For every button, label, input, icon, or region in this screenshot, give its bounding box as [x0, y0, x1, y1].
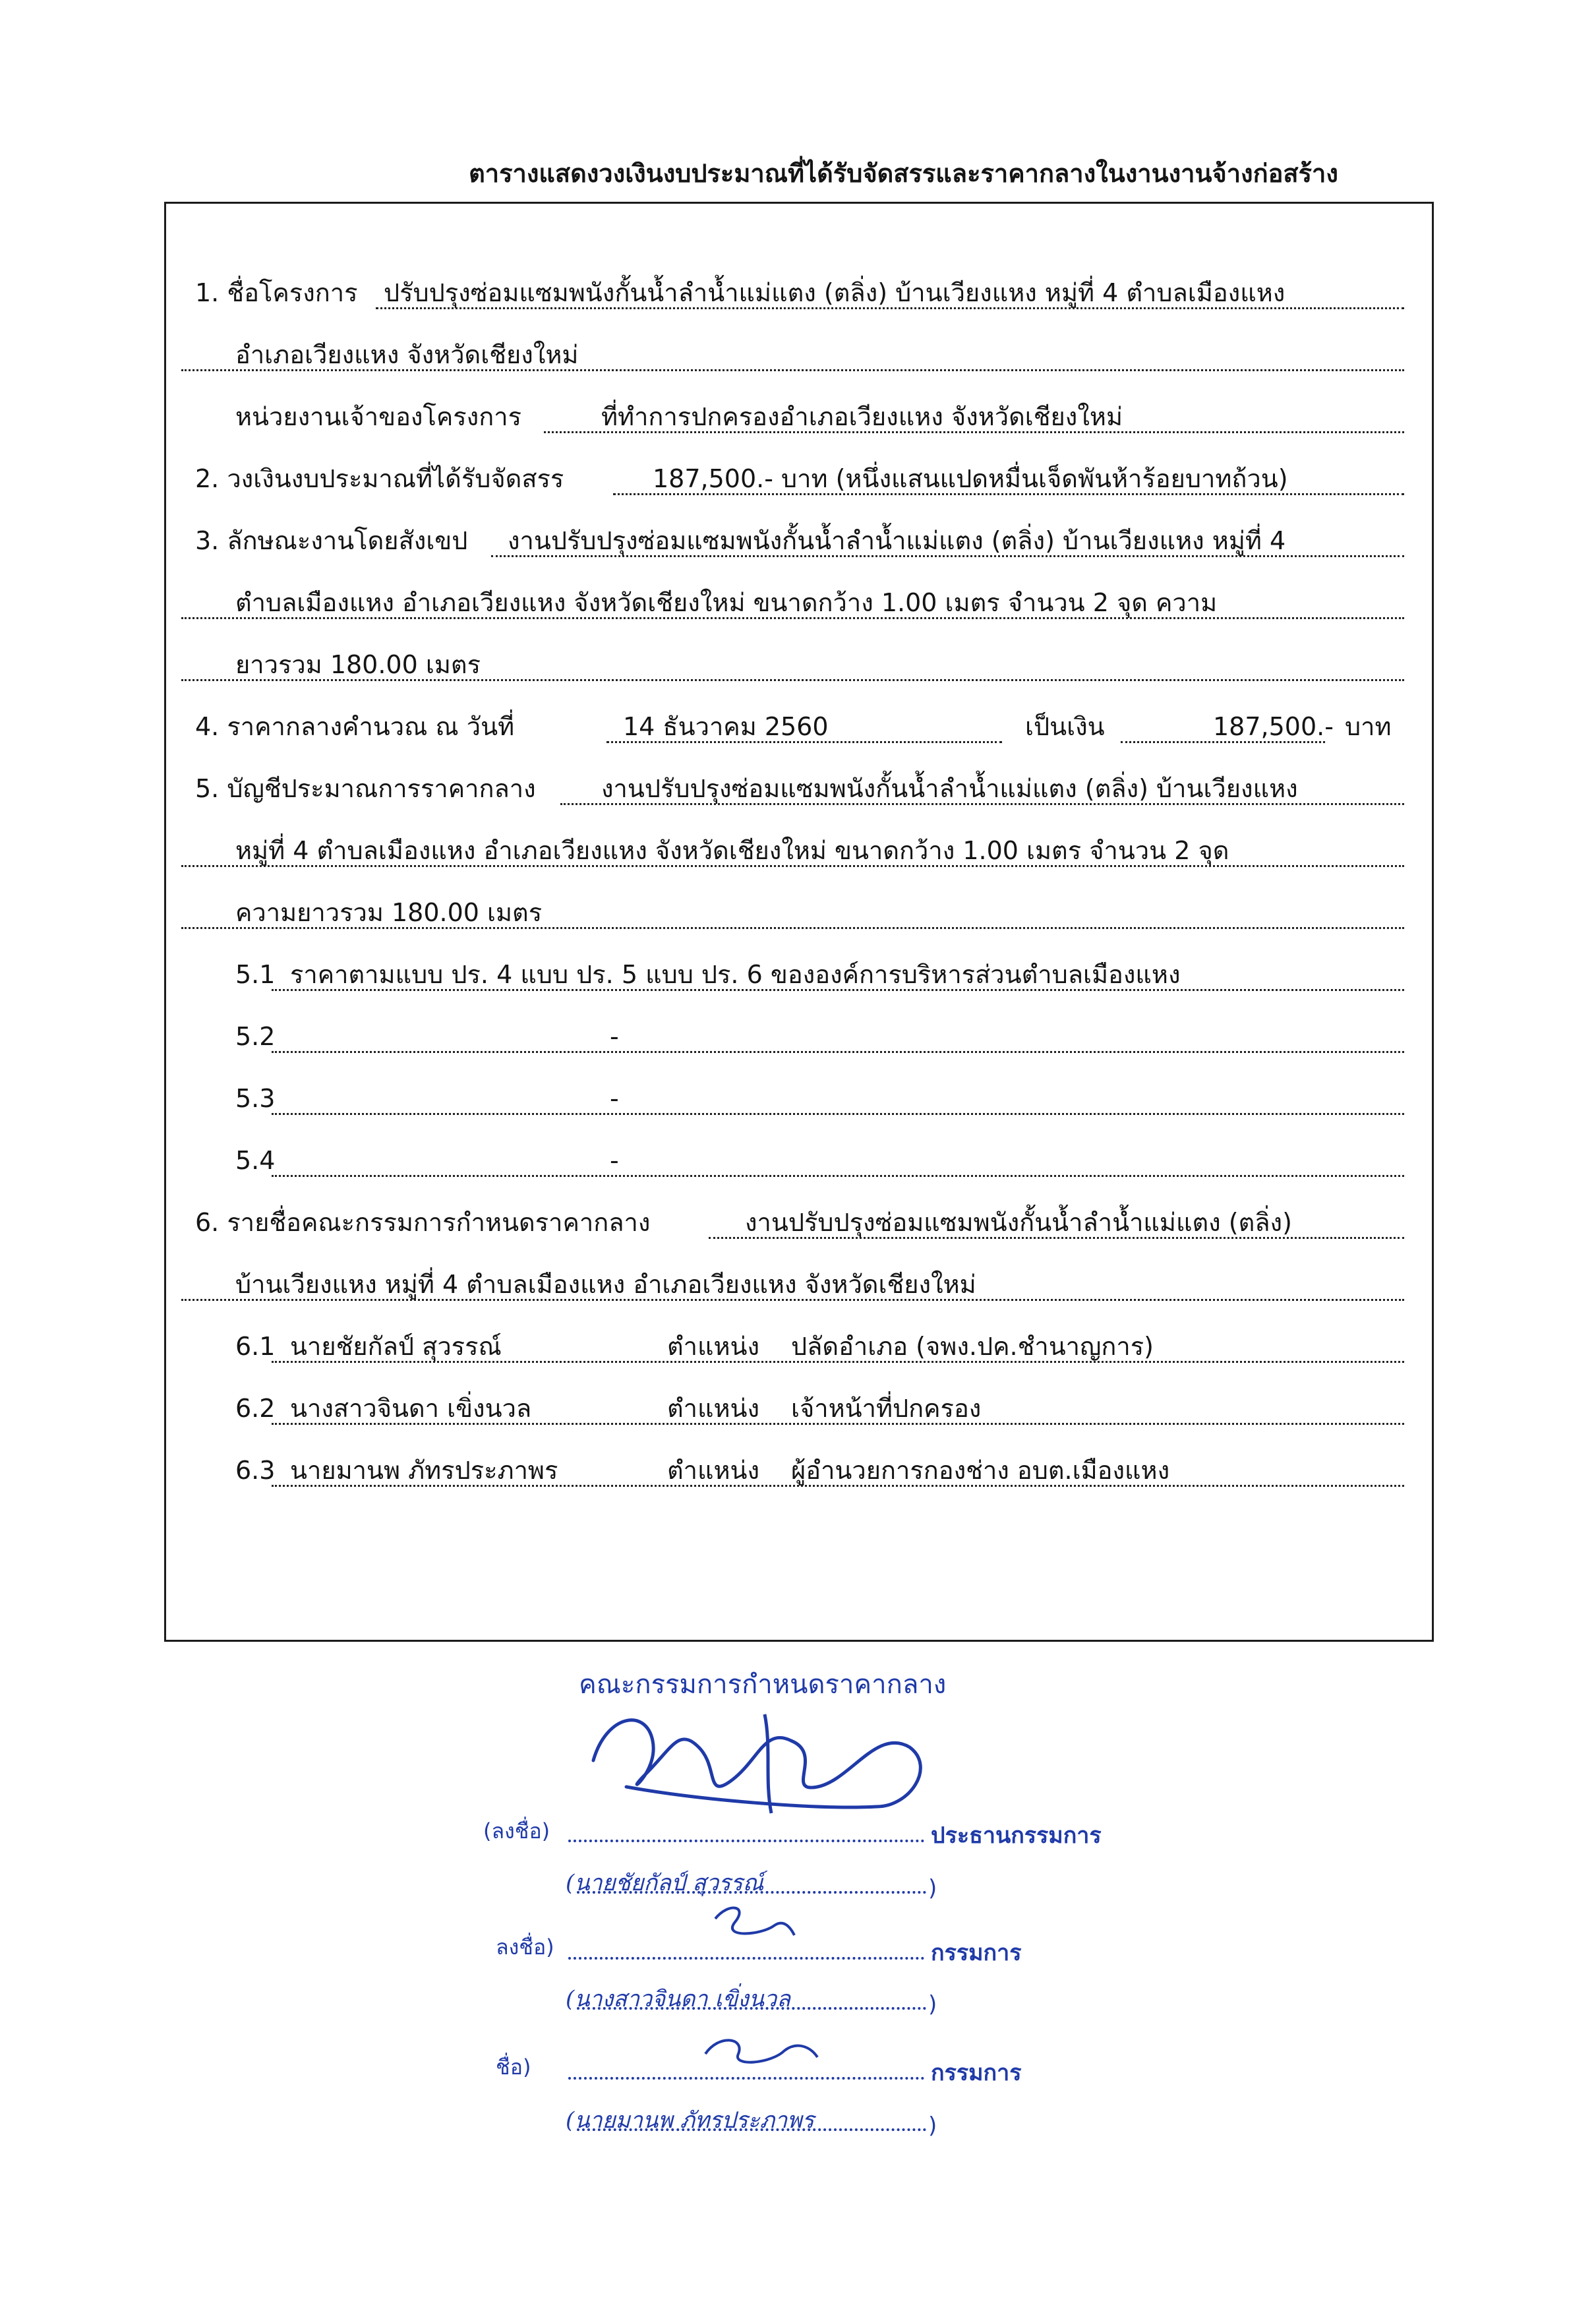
- item5-sub3-value: -: [610, 1084, 619, 1113]
- item4-amount: 187,500.-: [1213, 712, 1334, 741]
- item1-row2: [0, 335, 1596, 375]
- item5-sub1-value: ราคาตามแบบ ปร. 4 แบบ ปร. 5 แบบ ปร. 6 ขององค์การบริหารส่วนตำบลเมืองแหง: [290, 960, 1181, 989]
- sign-label-2: ลงชื่อ): [496, 1935, 554, 1960]
- item1-value-line1: ปรับปรุงซ่อมแซมพนังกั้นน้ำลำน้ำแม่แตง (ตลิ่ง) บ้านเวียงแหง หมู่ที่ 4 ตำบลเมืองแหง: [384, 278, 1286, 307]
- item2-label: 2. วงเงินงบประมาณที่ได้รับจัดสรร: [195, 464, 564, 493]
- item2-value: 187,500.- บาท (หนึ่งแสนแปดหมื่นเจ็ดพันห้าร้อยบาทถ้วน): [653, 464, 1288, 493]
- member-row-3: [0, 1451, 1596, 1490]
- item3-row2: [0, 583, 1596, 622]
- member2-signature-mark: [699, 2028, 831, 2074]
- item3-value-line2: ตำบลเมืองแหง อำเภอเวียงแหง จังหวัดเชียงใหม่ ขนาดกว้าง 1.00 เมตร จำนวน 2 จุด ความ: [235, 588, 1218, 617]
- item5-label: 5. บัญชีประมาณการราคากลาง: [195, 774, 536, 803]
- item6-value-line2: บ้านเวียงแหง หมู่ที่ 4 ตำบลเมืองแหง อำเภอเวียงแหง จังหวัดเชียงใหม่: [235, 1270, 976, 1299]
- item3-row3: [0, 645, 1596, 684]
- signature-heading: คณะกรรมการกำหนดราคากลาง: [579, 1669, 947, 1700]
- member-2-name: นางสาวจินดา เขิ่งนวล: [290, 1394, 532, 1423]
- item5-sub1-label: 5.1: [235, 960, 276, 989]
- item4-label: 4. ราคากลางคำนวณ ณ วันที่: [195, 712, 515, 741]
- item5-sub3-label: 5.3: [235, 1084, 276, 1113]
- member-1-pos: ปลัดอำเภอ (จพง.ปค.ชำนาญการ): [791, 1332, 1154, 1361]
- member-3-num: 6.3: [235, 1456, 276, 1485]
- member-2-num: 6.2: [235, 1394, 276, 1423]
- item5-sub2-row: [0, 1017, 1596, 1056]
- member-2-pos: เจ้าหน้าที่ปกครอง: [791, 1394, 982, 1423]
- member1-name-handwritten: (นางสาวจินดา เขิ่งนวล: [566, 1986, 790, 2012]
- document-title: ตารางแสดงวงเงินงบประมาณที่ได้รับจัดสรรและราคากลางในงานงานจ้างก่อสร้าง: [469, 159, 1338, 188]
- item4-row: [0, 707, 1596, 746]
- item5-row3: [0, 893, 1596, 932]
- item6-row2: [0, 1265, 1596, 1304]
- chair-signature-mark: [567, 1701, 936, 1826]
- item3-label: 3. ลักษณะงานโดยสังเขป: [195, 526, 468, 555]
- item2-row: [0, 459, 1596, 498]
- item1-owner-row: [0, 397, 1596, 436]
- item5-value-line3: ความยาวรวม 180.00 เมตร: [235, 898, 543, 927]
- item5-row2: [0, 831, 1596, 870]
- item6-label: 6. รายชื่อคณะกรรมการกำหนดราคากลาง: [195, 1208, 651, 1237]
- sign-label-3: ชื่อ): [496, 2055, 531, 2080]
- item5-value-line2: หมู่ที่ 4 ตำบลเมืองแหง อำเภอเวียงแหง จังหวัดเชียงใหม่ ขนาดกว้าง 1.00 เมตร จำนวน 2 จุด: [235, 836, 1229, 865]
- member1-role: กรรมการ: [931, 1940, 1022, 1966]
- member-3-pos: ผู้อำนวยการกองช่าง อบต.เมืองแหง: [791, 1456, 1170, 1485]
- item1-value-line2: อำเภอเวียงแหง จังหวัดเชียงใหม่: [235, 340, 579, 369]
- item1-owner-label: หน่วยงานเจ้าของโครงการ: [235, 402, 521, 431]
- item5-sub4-value: -: [610, 1146, 619, 1175]
- item4-unit: บาท: [1345, 712, 1392, 741]
- member-1-num: 6.1: [235, 1332, 276, 1361]
- member1-signature-mark: [709, 1899, 801, 1945]
- item3-value-line1: งานปรับปรุงซ่อมแซมพนังกั้นน้ำลำน้ำแม่แตง (ตลิ่ง) บ้านเวียงแหง หมู่ที่ 4: [508, 526, 1286, 555]
- item5-sub1-row: [0, 955, 1596, 994]
- item5-sub4-label: 5.4: [235, 1146, 276, 1175]
- member-2-pos-label: ตำแหน่ง: [667, 1394, 760, 1423]
- item5-sub3-row: [0, 1079, 1596, 1118]
- item3-row: [0, 521, 1596, 560]
- member-3-pos-label: ตำแหน่ง: [667, 1456, 760, 1485]
- member-1-name: นายชัยกัลป์ สุวรรณ์: [290, 1332, 502, 1361]
- item1-label: 1. ชื่อโครงการ: [195, 278, 358, 307]
- member-1-pos-label: ตำแหน่ง: [667, 1332, 760, 1361]
- item1-row: [0, 273, 1596, 313]
- item5-sub2-label: 5.2: [235, 1022, 276, 1051]
- item5-value-line1: งานปรับปรุงซ่อมแซมพนังกั้นน้ำลำน้ำแม่แตง (ตลิ่ง) บ้านเวียงแหง: [601, 774, 1298, 803]
- item4-date: 14 ธันวาคม 2560: [623, 712, 829, 741]
- item5-sub2-value: -: [610, 1022, 619, 1051]
- item5-row: [0, 769, 1596, 808]
- item6-row: [0, 1203, 1596, 1242]
- member2-name-handwritten: (นายมานพ ภัทรประภาพร: [566, 2107, 814, 2134]
- item4-amount-label: เป็นเงิน: [1025, 712, 1105, 741]
- chair-role: ประธานกรรมการ: [931, 1822, 1102, 1849]
- item6-value-line1: งานปรับปรุงซ่อมแซมพนังกั้นน้ำลำน้ำแม่แตง (ตลิ่ง): [745, 1208, 1292, 1237]
- item5-sub4-row: [0, 1141, 1596, 1180]
- chair-name-handwritten: (นายชัยกัลป์ สุวรรณ์: [566, 1870, 764, 1896]
- member-row-1: [0, 1327, 1596, 1366]
- member2-role: กรรมการ: [931, 2060, 1022, 2086]
- member-row-2: [0, 1389, 1596, 1428]
- item1-owner-value: ที่ทำการปกครองอำเภอเวียงแหง จังหวัดเชียงใหม่: [601, 402, 1123, 431]
- member-3-name: นายมานพ ภัทรประภาพร: [290, 1456, 558, 1485]
- sign-label-1: (ลงชื่อ): [483, 1818, 550, 1844]
- item3-value-line3: ยาวรวม 180.00 เมตร: [235, 650, 481, 679]
